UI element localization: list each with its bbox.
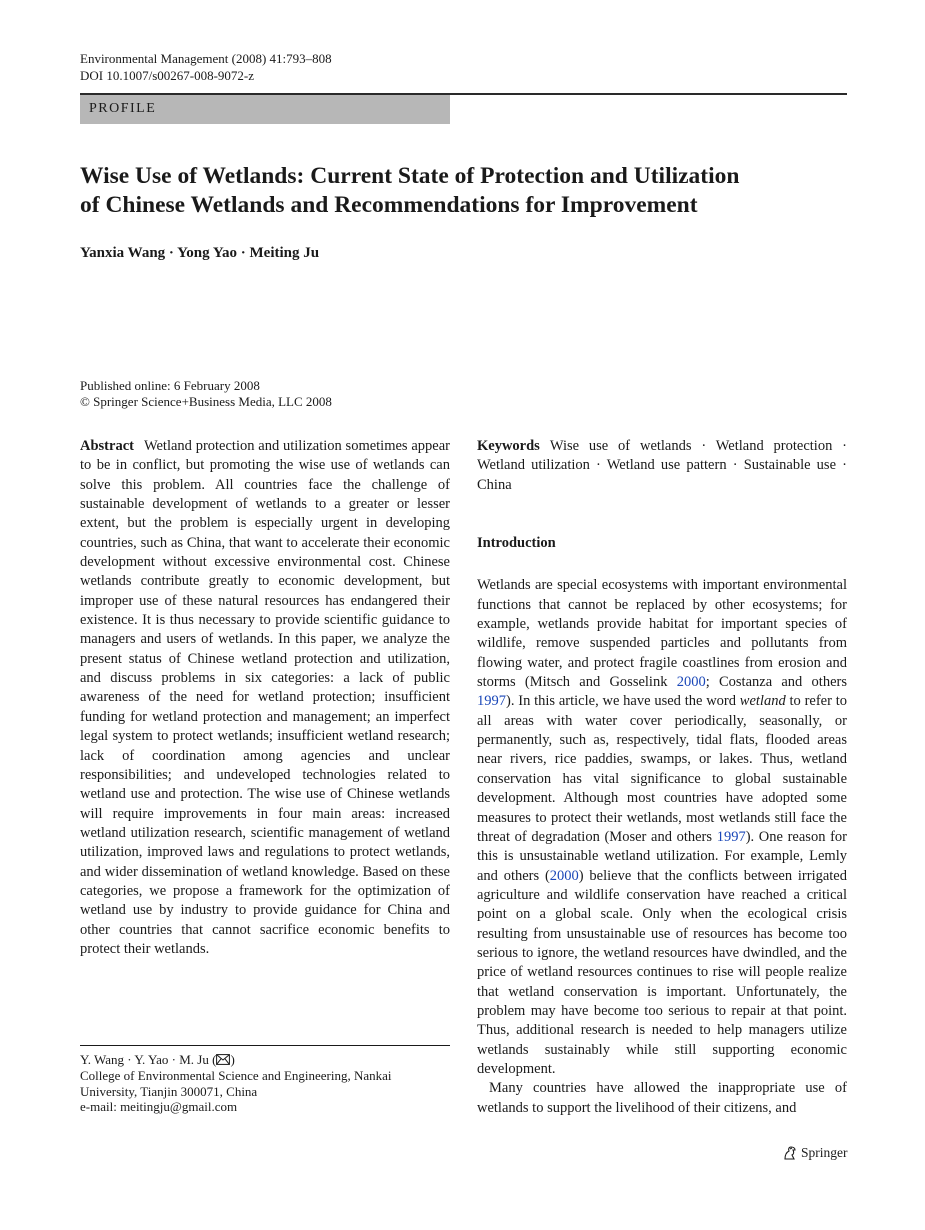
introduction-paragraph-2: Many countries have allowed the inappropriate use of wetlands to support the livelihood of their citizens, and: [477, 1080, 847, 1116]
title-line-2: of Chinese Wetlands and Recommendations for Improvement: [80, 191, 698, 218]
envelope-icon[interactable]: [216, 1052, 230, 1067]
publication-info: [80, 378, 332, 410]
intro-text: Wetlands are special ecosystems with important environmental functions that cannot be replaced by other ecosystems; for example, wetlands provide habitat for important species of wildlife, remove suspended particles and pollutants from flowing water, and protect fragile coastlines from erosion and storms (Mitsch and Gosselink: [477, 577, 847, 691]
citation-link[interactable]: 1997: [477, 693, 506, 710]
keywords-heading: Keywords: [477, 438, 540, 454]
abstract-heading: Abstract: [80, 438, 134, 454]
intro-text: ) believe that the conflicts between irrigated agriculture and wildlife conservation have reached a critical point on a global scale. Only when the ecological crisis resulting from unsustainable use of resources has become too serious to ignore, the wetland resources have dwindled, and the price of wetland resources continues to rise will people realize that wetland conservation is important. Unfortunately, the problem may have become too serious to repair at that point. Thus, additional research is needed to help managers utilize wetlands sustainably while still supporting economic development.: [477, 867, 847, 1077]
right-column: [477, 437, 847, 1118]
copyright-line: © Springer Science+Business Media, LLC 2008: [80, 394, 332, 409]
intro-text: ). One reason for this is unsustainable wetland utilization. For example, Lemly and others (: [477, 828, 847, 884]
citation-link[interactable]: 1997: [716, 828, 746, 845]
footnote-rule: [80, 1045, 450, 1046]
footnote-email[interactable]: e-mail: meitingju@gmail.com: [80, 1099, 238, 1115]
footnote-author-close: ): [230, 1052, 235, 1067]
article-title: [80, 162, 840, 219]
springer-horse-logo-icon: [782, 1145, 798, 1161]
journal-citation: Environmental Management (2008) 41:793–808: [80, 51, 332, 66]
author-list: Yanxia Wang · Yong Yao · Meiting Ju: [80, 245, 320, 261]
author-footnote: [80, 1052, 450, 1115]
introduction-heading: Introduction: [477, 535, 556, 552]
section-type-label: PROFILE: [89, 101, 157, 116]
keywords-section: [477, 437, 847, 495]
emphasized-term: wetland: [739, 693, 786, 710]
journal-header: [80, 50, 332, 84]
keywords-list: Wise use of wetlands · Wetland protection · Wetland utilization · Wetland use pattern · Sustainable use · China: [477, 438, 847, 493]
abstract-text: Wetland protection and utilization sometimes appear to be in conflict, but promoting the wise use of wetlands can solve this problem. All countries face the challenge of sustainable development of wetlands to a greater or lesser extent, but the problem is especially urgent in developing countries, such as China, that want to accelerate their economic development without excessive environmental cost. Chinese wetlands contribute greatly to economic development, but improper use of these natural resources has endangered their existence. It is thus necessary to provide scientific guidance to managers and users of wetlands. In this paper, we analyze the present status of Chinese wetland protection and utilization, and discuss problems in six categories: a lack of public awareness of the need for wetland protection; insufficient funding for wetland protection and management; an imperfect legal system to protect wetlands; insufficient wetland research; lack of coordination among agencies and unclear responsibilities; and undeveloped technologies related to wetland use and protection. The wise use of Chinese wetlands will require improvements in four main areas: increased wetland utilization research, scientific management of wetland utilization, improved laws and regulations to protect wetlands, and wider dissemination of wetland knowledge. Based on these categories, we propose a framework for the optimization of wetland use by industry to provide guidance for China and other countries that cannot sacrifice economic benefits to protect their wetlands.: [80, 438, 450, 957]
publisher-name: Springer: [801, 1145, 848, 1160]
introduction-paragraph-1: [477, 576, 847, 1079]
footnote-author-names: Y. Wang · Y. Yao · M. Ju (: [80, 1052, 217, 1067]
citation-link[interactable]: 2000: [549, 867, 579, 884]
doi[interactable]: DOI 10.1007/s00267-008-9072-z: [80, 68, 255, 83]
abstract-section: [80, 437, 450, 959]
intro-text: ). In this article, we have used the word: [506, 693, 740, 710]
intro-text: to refer to all areas with water cover periodically, seasonally, or permanently, such as, respectively, tidal flats, flooded areas near rivers, rice paddies, swamps, or lakes. Thus, wetland conservation has vital significance to global sustainable development. Although most countries have adopted some measures to protect their wetlands, most wetlands still face the threat of degradation (Moser and others: [477, 693, 847, 845]
published-date: Published online: 6 February 2008: [80, 378, 260, 393]
section-type-banner: [80, 95, 450, 124]
intro-text: ; Costanza and others: [705, 674, 847, 691]
footnote-affiliation: College of Environmental Science and Engineering, Nankai University, Tianjin 300071, China: [80, 1067, 392, 1099]
publisher-logo: [782, 1145, 848, 1161]
footnote-authors: [80, 1052, 450, 1068]
citation-link[interactable]: 2000: [676, 674, 706, 691]
title-line-1: Wise Use of Wetlands: Current State of Protection and Utilization: [80, 163, 740, 189]
